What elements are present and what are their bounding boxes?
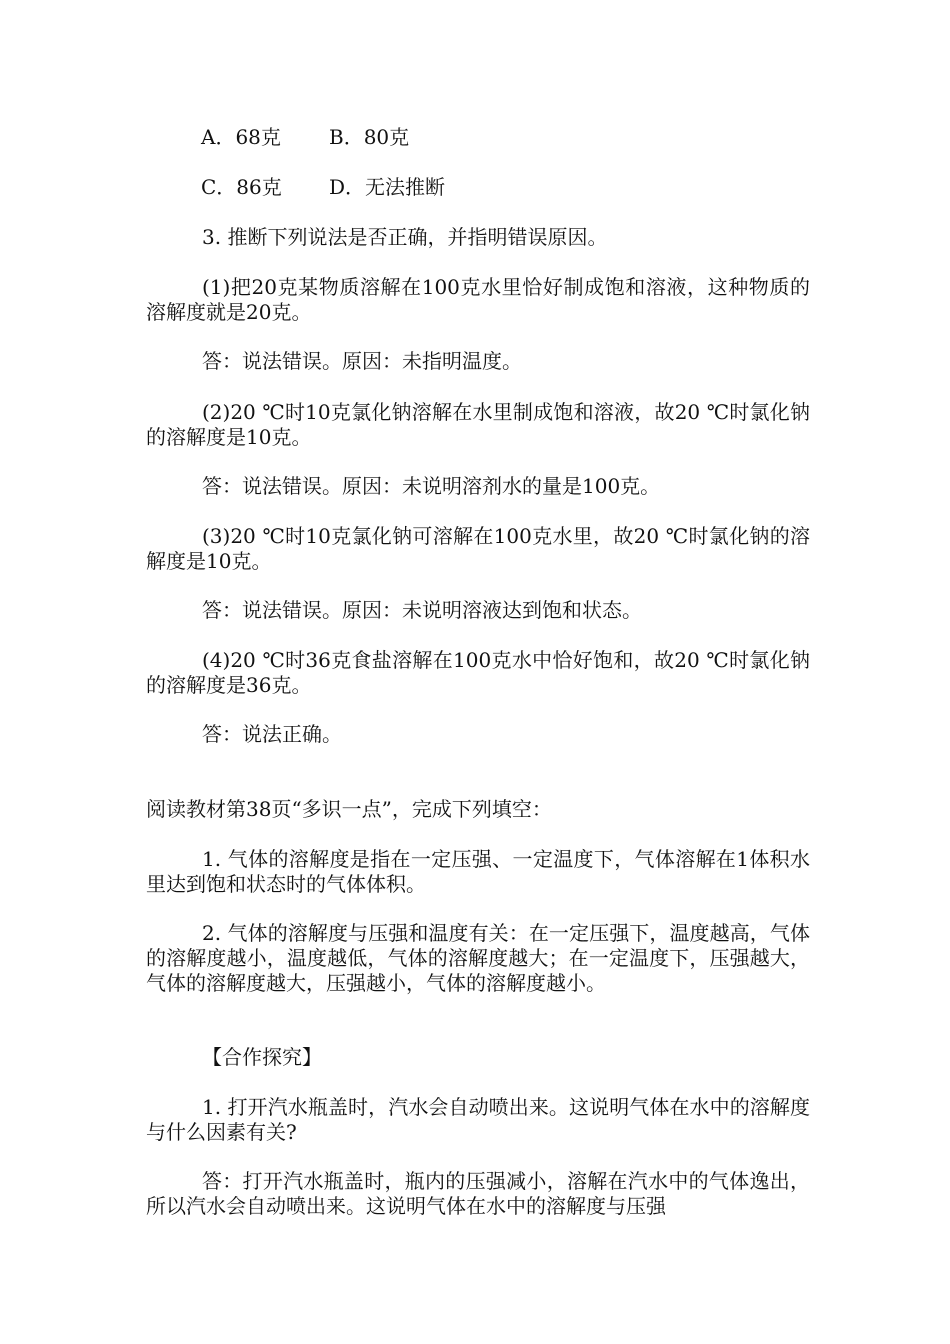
statement-1: (1)把20克某物质溶解在100克水里恰好制成饱和溶液，这种物质的溶解度就是20克。	[146, 275, 810, 324]
statement-3: (3)20 ℃时10克氯化钠可溶解在100克水里，故20 ℃时氯化钠的溶解度是10克。	[146, 524, 810, 573]
reading-paragraph-1: 1. 气体的溶解度是指在一定压强、一定温度下，气体溶解在1体积水里达到饱和状态时的气体体积。	[146, 847, 810, 896]
reading-intro: 阅读教材第38页“多识一点”，完成下列填空：	[146, 797, 552, 821]
question-3-stem: 3. 推断下列说法是否正确，并指明错误原因。	[202, 225, 608, 249]
answer-2: 答：说法错误。原因：未说明溶剂水的量是100克。	[202, 474, 661, 498]
option-b: B．80克	[329, 125, 410, 149]
answer-4: 答：说法正确。	[202, 722, 342, 746]
statement-4: (4)20 ℃时36克食盐溶解在100克水中恰好饱和，故20 ℃时氯化钠的溶解度是36克。	[146, 648, 810, 697]
statement-2: (2)20 ℃时10克氯化钠溶解在水里制成饱和溶液，故20 ℃时氯化钠的溶解度是10克。	[146, 400, 810, 449]
section-heading: 【合作探究】	[202, 1045, 322, 1069]
reading-paragraph-2: 2. 气体的溶解度与压强和温度有关：在一定压强下，温度越高，气体的溶解度越小，温度越低，气体的溶解度越大；在一定温度下，压强越大，气体的溶解度越大，压强越小，气体的溶解度越小。	[146, 921, 810, 995]
answer-1: 答：说法错误。原因：未指明温度。	[202, 349, 522, 373]
option-a: A．68克	[201, 125, 281, 149]
answer-3: 答：说法错误。原因：未说明溶液达到饱和状态。	[202, 598, 642, 622]
coop-answer-1: 答：打开汽水瓶盖时，瓶内的压强减小，溶解在汽水中的气体逸出，所以汽水会自动喷出来。这说明气体在水中的溶解度与压强	[146, 1169, 810, 1218]
coop-question-1: 1. 打开汽水瓶盖时，汽水会自动喷出来。这说明气体在水中的溶解度与什么因素有关?	[146, 1095, 810, 1144]
option-d: D．无法推断	[329, 175, 446, 199]
option-c: C．86克	[201, 175, 282, 199]
